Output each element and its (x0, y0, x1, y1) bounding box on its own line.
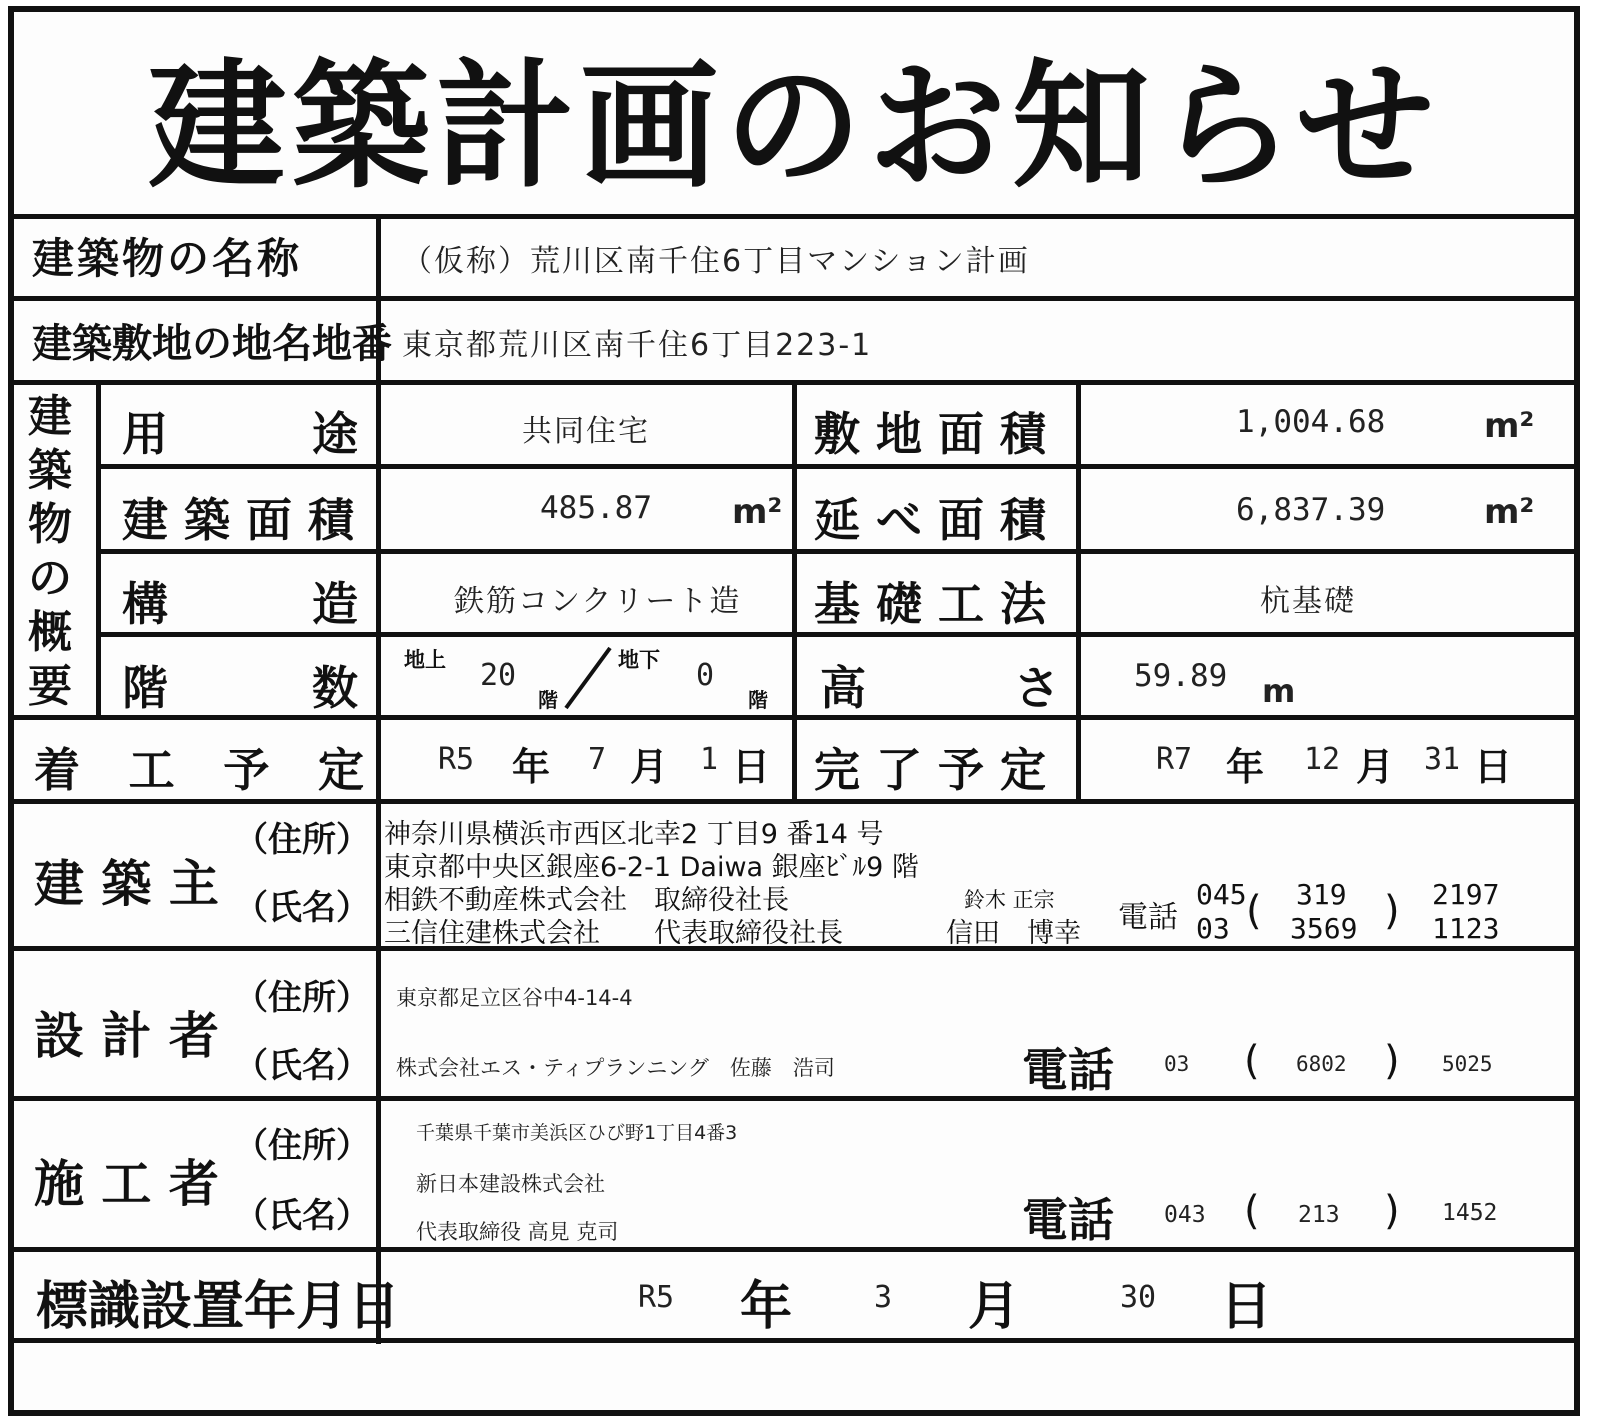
designer-name: 株式会社エス・ティプランニング 佐藤 浩司 (396, 1056, 835, 1080)
owner-label: 建 築 主 (34, 855, 219, 913)
overview-char: 要 (28, 661, 72, 712)
designer-address: 東京都足立区谷中4-14-4 (396, 986, 633, 1010)
owner-line: 神奈川県横浜市西区北幸2 丁目9 番14 号 (384, 819, 884, 850)
foundation-value: 杭基礎 (1260, 584, 1356, 619)
designer-phone-label: 電話 (1022, 1043, 1114, 1097)
site-address-label: 建築敷地の地名地番 (32, 321, 392, 367)
overview-char: 物 (28, 499, 72, 550)
use-label-a: 用 (122, 407, 168, 461)
contractor-name-label: （氏名） (234, 1196, 370, 1236)
end-day: 31 (1424, 742, 1461, 777)
owner-phone-local: 319 (1296, 878, 1347, 911)
owner-phone-number: 2197 (1432, 878, 1500, 911)
sign-date-day-label: 日 (1220, 1277, 1273, 1337)
owner-phone-local: 3569 (1290, 912, 1358, 945)
owner-paren-open: ( (1246, 888, 1262, 934)
start-era: R5 (438, 742, 475, 777)
building-area-value: 485.87 (540, 490, 652, 526)
floors-above-value: 20 (480, 658, 517, 693)
notice-title: 建築計画のお知らせ (148, 45, 1440, 207)
start-year-label: 年 (512, 745, 551, 789)
end-era: R7 (1156, 742, 1193, 777)
designer-paren-open: ( (1244, 1038, 1260, 1084)
height-value: 59.89 (1134, 658, 1228, 694)
end-month-label: 月 (1356, 745, 1395, 789)
floors-above-label: 地上 (404, 648, 446, 672)
designer-phone-local: 6802 (1296, 1052, 1347, 1076)
contractor-label: 施 工 者 (34, 1155, 219, 1213)
sign-date-year-label: 年 (740, 1277, 793, 1337)
floors-below-unit: 階 (748, 688, 768, 712)
contractor-phone-label: 電話 (1022, 1193, 1114, 1247)
floor-area-value: 6,837.39 (1236, 492, 1386, 528)
owner-rep: 鈴木 正宗 (964, 888, 1055, 912)
floor-area-unit: m² (1484, 492, 1535, 532)
notice-board (8, 6, 1580, 1416)
sign-date-month: 3 (874, 1280, 893, 1315)
contractor-company: 新日本建設株式会社 (416, 1172, 605, 1196)
divider (96, 380, 101, 720)
divider (14, 296, 1574, 301)
start-month-label: 月 (630, 745, 669, 789)
building-area-unit: m² (732, 492, 783, 532)
structure-label-b: 造 (312, 577, 358, 631)
sign-date-label: 標識設置年月日 (36, 1277, 401, 1337)
use-label-b: 途 (312, 407, 358, 461)
building-name-label: 建築物の名称 (32, 234, 303, 283)
end-day-label: 日 (1474, 745, 1513, 789)
start-month: 7 (588, 742, 607, 777)
designer-address-label: （住所） (234, 978, 370, 1018)
start-day-label: 日 (732, 745, 771, 789)
structure-value: 鉄筋コンクリート造 (454, 584, 742, 619)
height-unit: m (1262, 672, 1296, 710)
foundation-label: 基 礎 工 法 (814, 577, 1047, 631)
structure-label-a: 構 (122, 577, 168, 631)
contractor-phone-local: 213 (1298, 1202, 1340, 1228)
contractor-rep: 代表取締役 高見 克司 (416, 1220, 619, 1244)
divider (792, 380, 797, 804)
owner-phone-area: 03 (1196, 912, 1230, 945)
designer-phone-number: 5025 (1442, 1052, 1493, 1076)
owner-line: 相鉄不動産株式会社 取締役社長 (384, 885, 789, 916)
contractor-phone-area: 043 (1164, 1202, 1206, 1228)
start-label-char: 工 (128, 743, 175, 797)
sign-date-era: R5 (638, 1280, 675, 1315)
owner-name-label: （氏名） (234, 888, 370, 928)
floors-below-label: 地下 (618, 648, 660, 672)
start-label-char: 着 (34, 743, 80, 797)
building-name-value: （仮称）荒川区南千住6丁目マンション計画 (402, 244, 1030, 279)
owner-phone-label: 電話 (1118, 900, 1178, 935)
owner-line: 東京都中央区銀座6-2-1 Daiwa 銀座ﾋﾞﾙ9 階 (384, 852, 919, 883)
owner-phone-area: 045 (1196, 878, 1247, 911)
site-area-value: 1,004.68 (1236, 404, 1386, 440)
owner-phone-number: 1123 (1432, 912, 1500, 945)
contractor-paren-open: ( (1244, 1188, 1260, 1234)
contractor-phone-number: 1452 (1442, 1200, 1498, 1226)
height-label-a: 高 (820, 661, 866, 715)
start-day: 1 (700, 742, 719, 777)
end-year-label: 年 (1226, 745, 1265, 789)
owner-rep: 信田 博幸 (946, 918, 1081, 949)
divider (14, 1247, 1574, 1252)
overview-char: の (28, 553, 72, 604)
contractor-address: 千葉県千葉市美浜区ひび野1丁目4番3 (416, 1122, 738, 1144)
divider (376, 214, 381, 1344)
overview-char: 築 (28, 445, 72, 496)
site-area-label: 敷 地 面 積 (814, 407, 1047, 461)
designer-paren-close: ) (1384, 1038, 1400, 1084)
floors-label-a: 階 (122, 661, 168, 715)
designer-phone-area: 03 (1164, 1052, 1190, 1076)
contractor-address-label: （住所） (234, 1126, 370, 1166)
designer-label: 設 計 者 (34, 1007, 219, 1065)
divider (96, 464, 1574, 469)
site-address-value: 東京都荒川区南千住6丁目223-1 (402, 328, 873, 363)
building-area-label: 建 築 面 積 (122, 493, 355, 547)
divider (1076, 380, 1081, 804)
sign-date-month-label: 月 (968, 1277, 1021, 1337)
divider (14, 214, 1574, 219)
use-value: 共同住宅 (522, 414, 650, 449)
designer-name-label: （氏名） (234, 1046, 370, 1086)
owner-paren-close: ) (1384, 888, 1400, 934)
contractor-paren-close: ) (1384, 1188, 1400, 1234)
overview-label (28, 390, 72, 714)
end-month: 12 (1304, 742, 1341, 777)
height-label-b: さ (1014, 661, 1060, 715)
owner-line: 三信住建株式会社 代表取締役社長 (384, 918, 843, 949)
floors-above-unit: 階 (538, 688, 558, 712)
start-label-char: 定 (317, 743, 364, 797)
overview-char: 概 (28, 607, 72, 658)
end-label: 完 了 予 定 (814, 743, 1047, 797)
overview-char: 建 (28, 391, 72, 442)
floor-area-label: 延 べ 面 積 (814, 493, 1047, 547)
site-area-unit: m² (1484, 406, 1535, 446)
owner-address-label: （住所） (234, 820, 370, 860)
divider (14, 1096, 1574, 1101)
start-label (34, 734, 364, 800)
start-label-char: 予 (223, 743, 270, 797)
sign-date-day: 30 (1120, 1280, 1157, 1315)
floors-label-b: 数 (312, 661, 358, 715)
slash-divider (562, 646, 612, 710)
floors-below-value: 0 (696, 658, 715, 693)
